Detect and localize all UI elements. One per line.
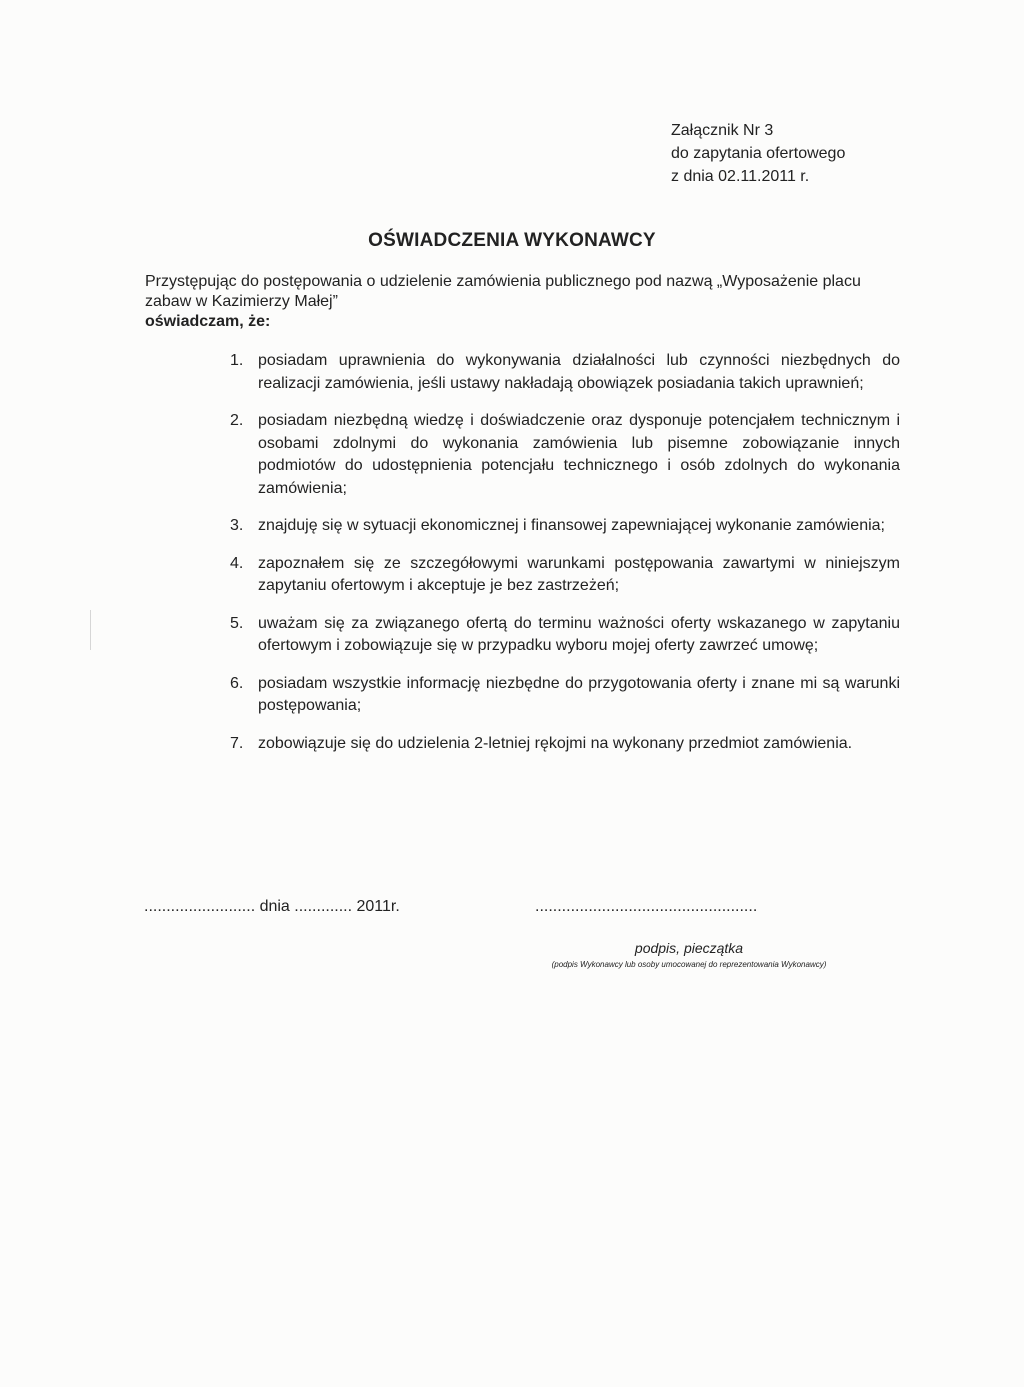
attachment-date: z dnia 02.11.2011 r. [671, 168, 810, 185]
attachment-reference: do zapytania ofertowego [671, 145, 846, 162]
item-text: zapoznałem się ze szczegółowymi warunkami postępowania zawartymi w niniejszym zapytaniu ofertowym i akceptuje je bez zastrzeżeń; [258, 554, 900, 594]
declarations-list [230, 350, 900, 770]
item-text: znajduję się w sytuacji ekonomicznej i finansowej zapewniającej wykonanie zamówienia; [258, 517, 885, 534]
signature-line: .................................................. [535, 898, 758, 915]
list-item [230, 410, 900, 500]
item-number: 6. [230, 674, 244, 692]
item-number: 2. [230, 412, 244, 429]
list-item [230, 515, 900, 538]
item-text: uważam się za związanego ofertą do terminu ważności oferty wskazanego w zapytaniu ofertowym i zobowiązuje się w przypadku wyboru mojej oferty zawrzeć umowę; [258, 614, 900, 654]
attachment-number: Załącznik Nr 3 [671, 122, 774, 139]
item-number: 7. [230, 734, 244, 752]
item-number: 5. [230, 614, 244, 632]
item-text: zobowiązuje się do udzielenia 2-letniej rękojmi na wykonany przedmiot zamówienia. [258, 734, 853, 752]
intro-text: Przystępując do postępowania o udzielenie zamówienia publicznego pod nazwą „Wyposażenie placu zabaw w Kazimierzy Małej” [145, 273, 861, 310]
list-item [230, 673, 900, 718]
list-item [230, 613, 900, 658]
place-date-line: ......................... dnia ............. 2011r. [144, 898, 400, 915]
item-text: posiadam niezbędną wiedzę i doświadczenie oraz dysponuje potencjałem technicznym i osobami zdolnymi do wykonania zamówienia lub pisemne zobowiązanie innych podmiotów do udostępnienia potencjału technicznego i osób zdolnych do wykonania zamówienia; [258, 412, 900, 497]
list-item [230, 733, 900, 756]
intro-paragraph [145, 272, 900, 332]
signature-subcaption: (podpis Wykonawcy lub osoby umocowanej do reprezentowania Wykonawcy) [551, 960, 827, 969]
item-number: 4. [230, 554, 244, 572]
document-title: OŚWIADCZENIA WYKONAWCY [368, 230, 656, 251]
item-number: 1. [230, 352, 244, 369]
signature-caption: podpis, pieczątka [634, 940, 744, 956]
scan-edge-mark [90, 610, 91, 650]
item-text: posiadam uprawnienia do wykonywania działalności lub czynności niezbędnych do realizacji zamówienia, jeśli ustawy nakładają obowiązek posiadania takich uprawnień; [258, 352, 900, 392]
intro-declaration: oświadczam, że: [145, 313, 271, 330]
attachment-header [671, 119, 845, 188]
item-number: 3. [230, 517, 244, 534]
item-text: posiadam wszystkie informację niezbędne do przygotowania oferty i znane mi są warunki postępowania; [258, 674, 900, 714]
list-item [230, 553, 900, 598]
list-item [230, 350, 900, 395]
